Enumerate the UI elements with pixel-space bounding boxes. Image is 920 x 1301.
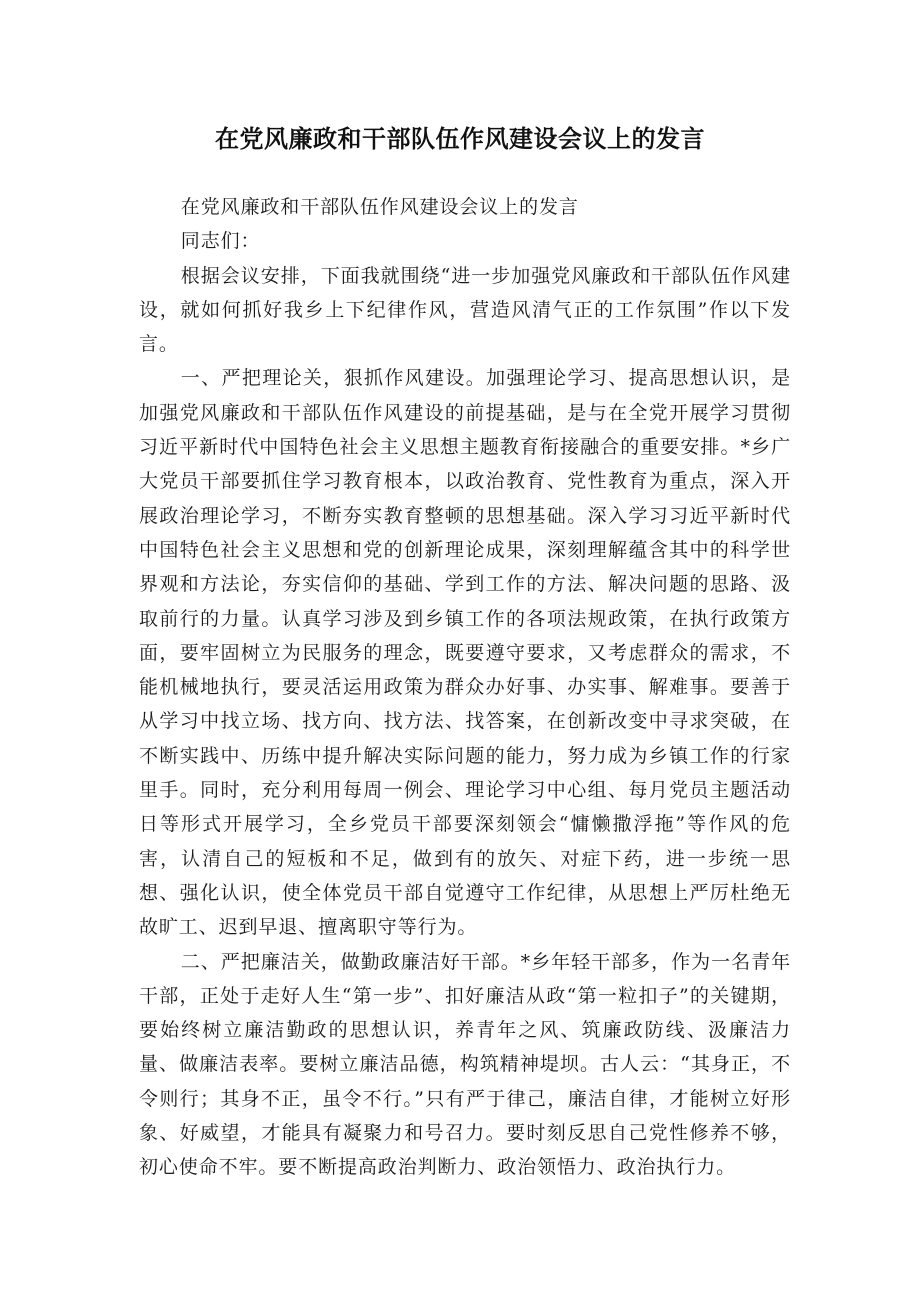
salutation-paragraph: 同志们： [180,230,261,253]
document-body [139,190,791,1185]
section-one-paragraph: 一、严把理论关，狠抓作风建设。加强理论学习、提高思想认识，是加强党风廉政和干部队伍作风建设的前提基础，是与在全党开展学习贯彻习近平新时代中国特色社会主义思想主题教育衔接融合的重要安排。*乡广大党员干部要抓住学习教育根本，以政治教育、党性教育为重点，深入开展政治理论学习，不断夯实教育整顿的思想基础。深入学习习近平新时代中国特色社会主义思想和党的创新理论成果，深刻理解蕴含其中的科学世界观和方法论，夯实信仰的基础、学到工作的方法、解决问题的思路、汲取前行的力量。认真学习涉及到乡镇工作的各项法规政策，在执行政策方面，要牢固树立为民服务的理念，既要遵守要求，又考虑群众的需求，不能机械地执行，要灵活运用政策为群众办好事、办实事、解难事。要善于从学习中找立场、找方向、找方法、找答案，在创新改变中寻求突破，在不断实践中、历练中提升解决实际问题的能力，努力成为乡镇工作的行家里手。同时，充分利用每周一例会、理论学习中心组、每月党员主题活动日等形式开展学习，全乡党员干部要深刻领会“慵懒撒浮拖”等作风的危害，认清自己的短板和不足，做到有的放矢、对症下药，进一步统一思想、强化认识，使全体党员干部自觉遵守工作纪律，从思想上严厉杜绝无故旷工、迟到早退、擅离职守等行为。 [139,367,791,939]
document-title: 在党风廉政和干部队伍作风建设会议上的发言 [215,125,705,153]
intro-paragraph: 根据会议安排，下面我就围绕“进一步加强党风廉政和干部队伍作风建设，就如何抓好我乡上下纪律作风，营造风清气正的工作氛围”作以下发言。 [139,264,791,356]
section-two-paragraph: 二、严把廉洁关，做勤政廉洁好干部。*乡年轻干部多，作为一名青年干部，正处于走好人生“第一步”、扣好廉洁从政“第一粒扣子”的关键期，要始终树立廉洁勤政的思想认识，养青年之风、筑廉政防线、汲廉洁力量、做廉洁表率。要树立廉洁品德，构筑精神堤坝。古人云：“其身正，不令则行；其身不正，虽令不行。”只有严于律己，廉洁自律，才能树立好形象、好威望，才能具有凝聚力和号召力。要时刻反思自己党性修养不够，初心使命不牢。要不断提高政治判断力、政治领悟力、政治执行力。 [139,950,791,1179]
subtitle-paragraph: 在党风廉政和干部队伍作风建设会议上的发言 [180,196,579,218]
